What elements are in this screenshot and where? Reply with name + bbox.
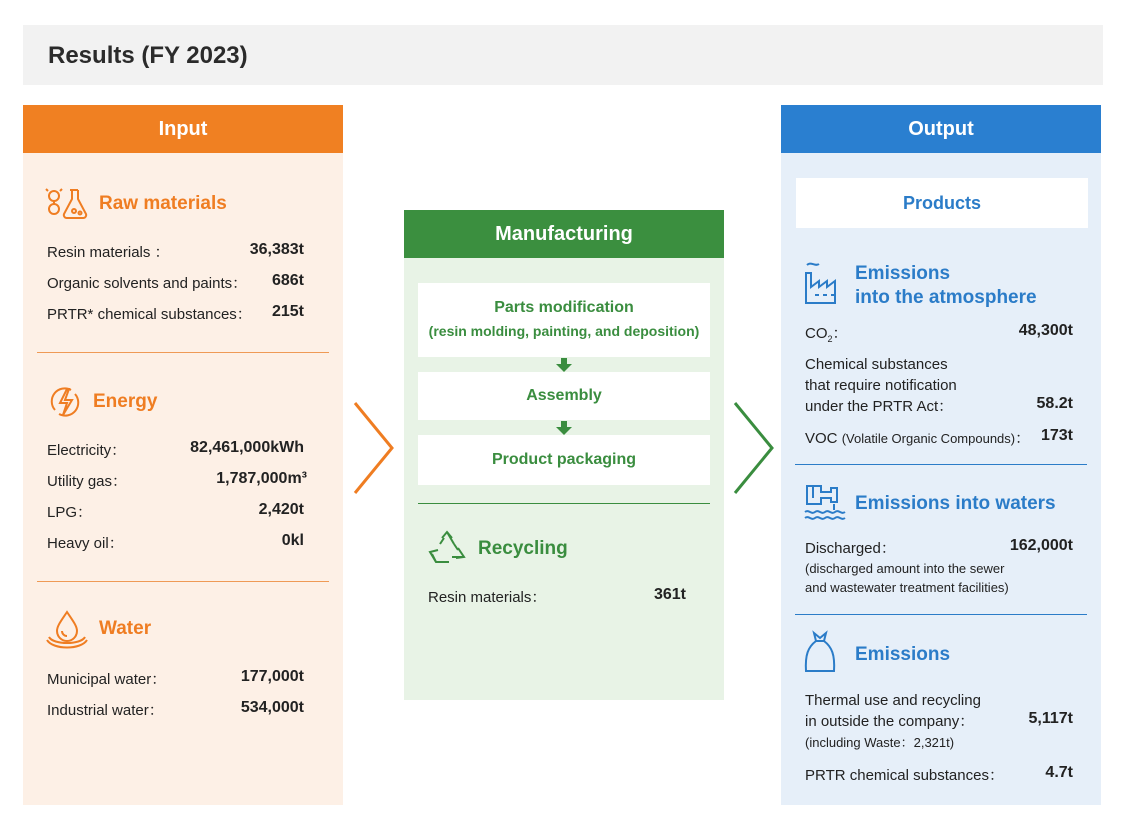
step-product-packaging: Product packaging xyxy=(418,435,710,485)
divider xyxy=(795,464,1087,465)
chemistry-flask-icon xyxy=(45,187,89,221)
industrial-water-label: Industrial water： xyxy=(47,702,164,719)
heavy-oil-value: 0kl xyxy=(281,532,304,549)
prtr-chemical-value: 215t xyxy=(271,303,304,320)
recycling-label: Recycling xyxy=(478,538,568,559)
co2-label xyxy=(805,322,848,344)
discharged-value: 162,000t xyxy=(1009,537,1073,554)
lightning-icon xyxy=(47,384,83,420)
waters-title: Emissions into waters xyxy=(855,493,1056,514)
lpg-value: 2,420t xyxy=(258,501,304,518)
prtr-notification-value: 58.2t xyxy=(1036,395,1073,412)
page-title: Results (FY 2023) xyxy=(48,42,248,69)
step-assembly: Assembly xyxy=(418,372,710,420)
step-subtitle: (resin molding, painting, and deposition) xyxy=(428,323,700,339)
water-label: Water xyxy=(99,618,152,639)
input-header: Input xyxy=(23,105,343,153)
voc-colon: ： xyxy=(1015,430,1031,447)
down-arrow-icon xyxy=(556,358,572,372)
recycling-title xyxy=(428,530,568,568)
co2-value: 48,300t xyxy=(1018,322,1073,339)
electricity-value: 82,461,000kWh xyxy=(190,439,304,456)
co2-colon: ： xyxy=(832,325,848,342)
voc-text: VOC xyxy=(805,430,838,447)
manufacturing-to-output-arrow-icon xyxy=(732,400,776,496)
energy-title xyxy=(47,384,157,420)
raw-materials-title xyxy=(45,187,227,221)
thermal-use-value: 5,117t xyxy=(1028,710,1073,727)
co2-text: CO xyxy=(805,325,828,342)
input-column xyxy=(23,105,343,805)
thermal-line3: (including Waste：2,321t) xyxy=(805,735,955,750)
prtr-notification-label xyxy=(805,354,957,417)
municipal-water-label: Municipal water： xyxy=(47,671,167,688)
manufacturing-header: Manufacturing xyxy=(404,210,724,258)
organic-solvents-value: 686t xyxy=(271,272,304,289)
municipal-water-value: 177,000t xyxy=(240,668,304,685)
down-arrow-icon xyxy=(556,421,572,435)
discharged-note xyxy=(805,559,1009,597)
divider xyxy=(418,503,710,504)
recycling-resin-value: 361t xyxy=(653,586,686,603)
co2-subscript: 2 xyxy=(827,334,833,344)
output-header: Output xyxy=(781,105,1101,153)
prtr-chemical-label: PRTR* chemical substances： xyxy=(47,306,252,323)
utility-gas-value: 1,787,000m³ xyxy=(216,470,307,487)
divider xyxy=(37,581,329,582)
water-drop-icon xyxy=(45,609,89,649)
resin-materials-label: Resin materials ： xyxy=(47,244,170,261)
organic-solvents-label: Organic solvents and paints： xyxy=(47,275,248,292)
industrial-water-value: 534,000t xyxy=(240,699,304,716)
output-column xyxy=(781,105,1101,805)
factory-icon xyxy=(803,261,839,305)
recycling-resin-label: Resin materials： xyxy=(428,589,547,606)
atmosphere-title-line2: into the atmosphere xyxy=(855,287,1037,308)
water-discharge-icon xyxy=(803,482,847,522)
divider xyxy=(795,614,1087,615)
thermal-use-label xyxy=(805,690,981,753)
electricity-label: Electricity： xyxy=(47,442,127,459)
heavy-oil-label: Heavy oil： xyxy=(47,535,124,552)
raw-materials-label: Raw materials xyxy=(99,193,227,214)
chem-line3: under the PRTR Act： xyxy=(805,398,954,415)
emissions-title: Emissions xyxy=(855,644,951,665)
recycle-icon xyxy=(428,530,468,568)
prtr-emissions-label: PRTR chemical substances： xyxy=(805,767,1004,784)
water-title xyxy=(45,609,151,649)
voc-value: 173t xyxy=(1040,427,1073,444)
discharged-note-line1: (discharged amount into the sewer xyxy=(805,561,1005,576)
resin-materials-value: 36,383t xyxy=(249,241,304,258)
voc-label xyxy=(805,427,1030,448)
input-to-manufacturing-arrow-icon xyxy=(352,400,396,496)
page-header xyxy=(23,25,1103,85)
discharged-label: Discharged： xyxy=(805,540,896,557)
thermal-line1: Thermal use and recycling xyxy=(805,692,981,709)
thermal-line2: in outside the company： xyxy=(805,713,975,730)
lpg-label: LPG： xyxy=(47,504,93,521)
chem-line2: that require notification xyxy=(805,377,957,394)
step-parts-modification xyxy=(418,283,710,357)
divider xyxy=(37,352,329,353)
voc-note: (Volatile Organic Compounds) xyxy=(841,431,1016,446)
manufacturing-column xyxy=(404,210,724,700)
prtr-emissions-value: 4.7t xyxy=(1045,764,1073,781)
products-box: Products xyxy=(796,178,1088,228)
chem-line1: Chemical substances xyxy=(805,356,948,373)
energy-label: Energy xyxy=(93,391,158,412)
atmosphere-title-line1: Emissions xyxy=(855,263,951,284)
step-title: Parts modification xyxy=(494,299,634,316)
utility-gas-label: Utility gas： xyxy=(47,473,128,490)
atmosphere-title xyxy=(855,262,1037,310)
discharged-note-line2: and wastewater treatment facilities) xyxy=(805,580,1009,595)
garbage-bag-icon xyxy=(803,630,837,674)
